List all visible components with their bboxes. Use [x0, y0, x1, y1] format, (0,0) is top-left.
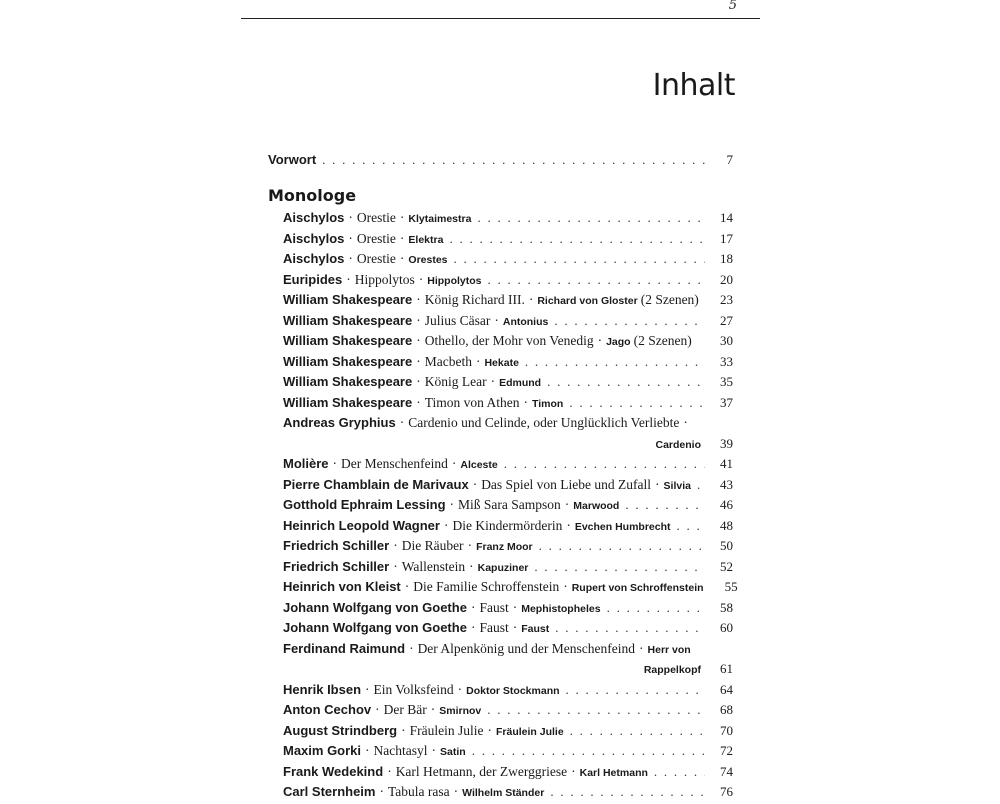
separator-dot: ·	[401, 723, 406, 738]
dot-leader	[487, 702, 705, 718]
dot-leader	[534, 559, 705, 575]
toc-entry[interactable]	[283, 251, 733, 271]
separator-dot: ·	[470, 620, 476, 635]
toc-play-title: Faust	[479, 620, 509, 635]
toc-author: William Shakespeare	[283, 374, 413, 389]
toc-role: Alceste	[460, 459, 498, 471]
separator-dot: ·	[451, 456, 457, 471]
toc-author: Andreas Gryphius	[283, 415, 396, 430]
separator-dot: ·	[512, 620, 518, 635]
toc-entry[interactable]	[283, 723, 733, 743]
dot-leader	[569, 395, 705, 411]
toc-play-title: König Richard III.	[424, 292, 525, 307]
dot-leader	[625, 497, 705, 513]
toc-play-title: Julius Cäsar	[424, 313, 491, 328]
toc-author: Heinrich Leopold Wagner	[283, 518, 440, 533]
toc-entry-continuation[interactable]	[283, 661, 733, 681]
separator-dot: ·	[683, 415, 688, 430]
toc-role: Antonius	[502, 316, 549, 328]
toc-role: Mephistopheles	[521, 603, 601, 615]
separator-dot: ·	[431, 743, 437, 758]
separator-dot: ·	[487, 723, 492, 738]
separator-dot: ·	[571, 764, 576, 779]
page-ref: 33	[720, 354, 733, 369]
page-ref: 55	[724, 579, 738, 594]
toc-extra-note: (2 Szenen)	[633, 333, 692, 348]
separator-dot: ·	[490, 374, 496, 389]
toc-play-title: Der Bär	[383, 702, 427, 717]
dot-leader	[547, 374, 705, 390]
toc-role: Orestes	[408, 254, 448, 266]
toc-entry[interactable]	[283, 231, 733, 251]
toc-play-title: Fräulein Julie	[409, 723, 484, 738]
page-ref: 37	[720, 395, 733, 410]
toc-play-title: Der Alpenkönig und der Menschenfeind	[417, 641, 636, 656]
toc-entry[interactable]	[283, 210, 733, 230]
page-ref: 70	[720, 723, 733, 738]
toc-author: Johann Wolfgang von Goethe	[283, 600, 467, 615]
dot-leader	[322, 152, 705, 168]
toc-play-title: Wallenstein	[401, 559, 466, 574]
dot-leader	[697, 477, 705, 493]
dot-leader	[555, 620, 705, 636]
separator-dot: ·	[348, 210, 353, 225]
separator-dot: ·	[416, 313, 421, 328]
toc-play-title: Die Familie Schroffenstein	[413, 579, 560, 594]
toc-role: Hippolytos	[427, 275, 482, 287]
separator-dot: ·	[655, 477, 660, 492]
toc-role: Edmund	[499, 377, 542, 389]
toc-role: Richard von Gloster	[537, 295, 638, 307]
toc-entry[interactable]	[283, 497, 733, 517]
toc-play-title: Timon von Athen	[424, 395, 520, 410]
separator-dot: ·	[467, 538, 473, 553]
separator-dot: ·	[348, 251, 353, 266]
toc-play-title: Tabula rasa	[387, 784, 450, 799]
toc-extra-note: (2 Szenen)	[640, 292, 699, 307]
toc-role: Fräulein Julie	[495, 726, 564, 738]
toc-role: Klytaimestra	[408, 213, 472, 225]
toc-entry[interactable]	[283, 538, 733, 558]
toc-role: Jago	[606, 336, 631, 348]
page-ref: 76	[720, 784, 733, 799]
separator-dot: ·	[597, 333, 603, 348]
toc-author: Aischylos	[283, 210, 345, 225]
page-number: 5	[728, 0, 737, 13]
toc-entry[interactable]	[283, 395, 733, 415]
page-ref: 48	[720, 518, 733, 533]
separator-dot: ·	[416, 354, 421, 369]
dot-leader	[570, 723, 705, 739]
toc-entry[interactable]	[283, 559, 733, 579]
toc-author: Aischylos	[283, 231, 345, 246]
toc-entry[interactable]	[283, 292, 733, 312]
separator-dot: ·	[399, 210, 405, 225]
toc-play-title: Ein Volksfeind	[373, 682, 454, 697]
toc-role: Rupert von Schroffenstein	[571, 582, 704, 594]
separator-dot: ·	[472, 477, 478, 492]
toc-author: William Shakespeare	[283, 333, 413, 348]
toc-play-title: Miß Sara Sampson	[458, 497, 561, 512]
toc-play-title: Orestie	[356, 210, 396, 225]
separator-dot: ·	[430, 702, 436, 717]
separator-dot: ·	[523, 395, 529, 410]
toc-entry[interactable]	[283, 702, 733, 722]
toc-entry[interactable]	[283, 313, 733, 333]
page-ref: 61	[720, 661, 733, 676]
separator-dot: ·	[399, 231, 405, 246]
toc-entry[interactable]	[283, 743, 733, 763]
dot-leader	[654, 764, 705, 780]
toc-role: Wilhelm Ständer	[462, 787, 545, 799]
dot-leader	[539, 538, 705, 554]
toc-entry[interactable]	[283, 579, 738, 599]
toc-play-title: Cardenio und Celinde, oder Unglücklich Verliebte	[408, 415, 680, 430]
toc-play-title: Das Spiel von Liebe und Zufall	[481, 477, 652, 492]
toc-role: Silvia	[663, 480, 691, 492]
toc-play-title: Die Kindermörderin	[452, 518, 563, 533]
page-ref: 50	[720, 538, 733, 553]
toc-entry[interactable]	[283, 477, 733, 497]
toc-role: Evchen Humbrecht	[574, 521, 671, 533]
separator-dot: ·	[443, 518, 449, 533]
page-ref: 58	[720, 600, 733, 615]
dot-leader	[477, 210, 705, 226]
page-title: Inhalt	[652, 68, 735, 103]
separator-dot: ·	[475, 354, 481, 369]
page-ref: 60	[720, 620, 733, 635]
separator-dot: ·	[332, 456, 338, 471]
toc-entry-continuation[interactable]	[283, 436, 733, 456]
toc-role: Herr von	[647, 644, 691, 656]
separator-dot: ·	[512, 600, 518, 615]
dot-leader	[525, 354, 705, 370]
toc-entry[interactable]	[283, 518, 733, 538]
toc-author: William Shakespeare	[283, 292, 413, 307]
page-ref: 14	[720, 210, 733, 225]
toc-entry[interactable]	[283, 374, 733, 394]
toc-entry[interactable]	[283, 333, 733, 353]
separator-dot: ·	[393, 559, 398, 574]
page-ref: 43	[720, 477, 733, 492]
dot-leader	[566, 682, 705, 698]
page-ref: 41	[720, 456, 733, 471]
toc-role: Doktor Stockmann	[466, 685, 560, 697]
toc-play-title: Nachtasyl	[373, 743, 428, 758]
toc-entry-foreword[interactable]	[268, 152, 733, 172]
toc-author: Friedrich Schiller	[283, 559, 390, 574]
separator-dot: ·	[346, 272, 351, 287]
toc-author: Friedrich Schiller	[283, 538, 390, 553]
page-ref: 27	[720, 313, 733, 328]
page-ref: 35	[720, 374, 733, 389]
separator-dot: ·	[416, 395, 421, 410]
toc-play-title: Orestie	[356, 231, 396, 246]
separator-dot: ·	[639, 641, 644, 656]
page-ref: 72	[720, 743, 733, 758]
dot-leader	[454, 251, 705, 267]
separator-dot: ·	[399, 415, 405, 430]
page-ref: 52	[720, 559, 733, 574]
separator-dot: ·	[470, 600, 476, 615]
toc-entry[interactable]	[283, 354, 733, 374]
toc-role: Satin	[440, 746, 466, 758]
toc-role: Franz Moor	[476, 541, 533, 553]
toc-author: Heinrich von Kleist	[283, 579, 401, 594]
toc-play-title: Die Räuber	[401, 538, 464, 553]
toc-entry[interactable]	[283, 600, 733, 620]
separator-dot: ·	[387, 764, 392, 779]
toc-role: Faust	[521, 623, 550, 635]
toc-play-title: König Lear	[424, 374, 487, 389]
toc-role: Kapuziner	[477, 562, 529, 574]
separator-dot: ·	[418, 272, 424, 287]
page-ref: 64	[720, 682, 733, 697]
toc-role: Marwood	[573, 500, 620, 512]
toc-entry[interactable]	[283, 456, 733, 476]
separator-dot: ·	[453, 784, 459, 799]
dot-leader	[550, 784, 705, 800]
toc-author: William Shakespeare	[283, 354, 413, 369]
toc-role: Karl Hetmann	[579, 767, 648, 779]
toc-role: Rappelkopf	[643, 664, 701, 676]
separator-dot: ·	[393, 538, 398, 553]
dot-leader	[677, 518, 705, 534]
header-rule	[241, 18, 760, 19]
toc-entry[interactable]	[283, 764, 733, 784]
toc-entry[interactable]	[283, 620, 733, 640]
toc-author: William Shakespeare	[283, 395, 413, 410]
dot-leader	[607, 600, 705, 616]
toc-author: Anton Cechov	[283, 702, 372, 717]
toc-play-title: Der Menschenfeind	[341, 456, 448, 471]
separator-dot: ·	[416, 333, 421, 348]
page-ref: 18	[720, 251, 733, 266]
separator-dot: ·	[404, 579, 410, 594]
dot-leader	[488, 272, 705, 288]
dot-leader	[554, 313, 705, 329]
separator-dot: ·	[416, 374, 421, 389]
dot-leader	[504, 456, 705, 472]
toc-author: Maxim Gorki	[283, 743, 362, 758]
page-ref: 7	[726, 152, 733, 167]
toc-author: Pierre Chamblain de Marivaux	[283, 477, 469, 492]
toc-role: Timon	[532, 398, 564, 410]
separator-dot: ·	[469, 559, 474, 574]
toc-author: Euripides	[283, 272, 343, 287]
separator-dot: ·	[416, 292, 421, 307]
page-ref: 74	[720, 764, 733, 779]
dot-leader	[449, 231, 705, 247]
toc-play-title: Macbeth	[424, 354, 472, 369]
separator-dot: ·	[365, 743, 370, 758]
separator-dot: ·	[566, 518, 571, 533]
toc-play-title: Faust	[479, 600, 509, 615]
toc-author: Ferdinand Raimund	[283, 641, 406, 656]
separator-dot: ·	[379, 784, 384, 799]
foreword-label: Vorwort	[268, 152, 317, 167]
page-ref: 30	[720, 333, 733, 348]
toc-author: William Shakespeare	[283, 313, 413, 328]
separator-dot: ·	[528, 292, 534, 307]
toc-entry[interactable]	[283, 682, 733, 702]
toc-role: Elektra	[408, 234, 444, 246]
separator-dot: ·	[494, 313, 499, 328]
separator-dot: ·	[365, 682, 370, 697]
toc-entry[interactable]	[283, 272, 733, 292]
toc-play-title: Orestie	[356, 251, 396, 266]
separator-dot: ·	[457, 682, 463, 697]
toc-author: Carl Sternheim	[283, 784, 376, 799]
separator-dot: ·	[375, 702, 380, 717]
toc-author: August Strindberg	[283, 723, 398, 738]
toc-role: Hekate	[484, 357, 519, 369]
toc-author: Gotthold Ephraim Lessing	[283, 497, 446, 512]
separator-dot: ·	[563, 579, 568, 594]
toc-entry[interactable]	[283, 415, 733, 435]
toc-role: Smirnov	[439, 705, 482, 717]
page-ref: 23	[720, 292, 733, 307]
separator-dot: ·	[409, 641, 414, 656]
dot-leader	[472, 743, 705, 759]
toc-play-title: Hippolytos	[354, 272, 415, 287]
toc-entry[interactable]	[283, 641, 733, 661]
page-ref: 68	[720, 702, 733, 717]
page-ref: 20	[720, 272, 733, 287]
separator-dot: ·	[564, 497, 570, 512]
toc-entry[interactable]	[283, 784, 733, 804]
separator-dot: ·	[348, 231, 353, 246]
toc-author: Johann Wolfgang von Goethe	[283, 620, 467, 635]
separator-dot: ·	[449, 497, 455, 512]
page-ref: 46	[720, 497, 733, 512]
toc-play-title: Othello, der Mohr von Venedig	[424, 333, 594, 348]
toc-author: Frank Wedekind	[283, 764, 384, 779]
page-ref: 17	[720, 231, 733, 246]
toc-author: Molière	[283, 456, 329, 471]
page-ref: 39	[720, 436, 733, 451]
toc-role: Cardenio	[655, 439, 701, 451]
toc-author: Henrik Ibsen	[283, 682, 362, 697]
toc-play-title: Karl Hetmann, der Zwerggriese	[395, 764, 568, 779]
toc-author: Aischylos	[283, 251, 345, 266]
separator-dot: ·	[399, 251, 405, 266]
section-title: Monologe	[268, 186, 357, 205]
